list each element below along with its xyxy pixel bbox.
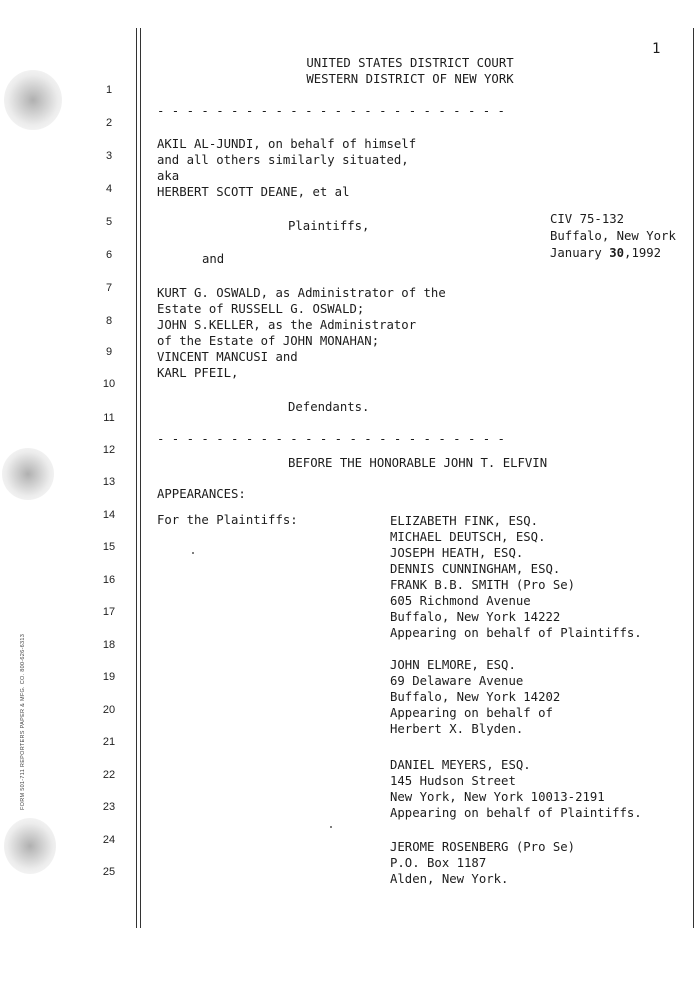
counsel-line: Appearing on behalf of Plaintiffs. (390, 626, 642, 640)
line-number: 3 (105, 150, 113, 162)
counsel-line: ELIZABETH FINK, ESQ. (390, 514, 539, 528)
counsel-line: MICHAEL DEUTSCH, ESQ. (390, 530, 546, 544)
scan-dot (330, 826, 332, 828)
counsel-line: New York, New York 10013-2191 (390, 790, 605, 804)
page-number: 1 (652, 41, 661, 57)
counsel-line: Buffalo, New York 14222 (390, 610, 561, 624)
line-number: 1 (105, 84, 113, 96)
case-date-suffix: ,1992 (624, 246, 662, 260)
plaintiffs-label: Plaintiffs, (288, 219, 370, 233)
counsel-line: Herbert X. Blyden. (390, 722, 524, 736)
counsel-line: Appearing on behalf of Plaintiffs. (390, 806, 642, 820)
case-location: Buffalo, New York (550, 229, 676, 243)
counsel-line: P.O. Box 1187 (390, 856, 487, 870)
case-date-day: 30 (609, 246, 625, 260)
counsel-line: JEROME ROSENBERG (Pro Se) (390, 840, 576, 854)
line-number: 14 (102, 509, 116, 521)
appearances-label: APPEARANCES: (157, 487, 246, 501)
line-number: 17 (102, 606, 116, 618)
and-text: and (202, 252, 225, 266)
plaintiff-line: HERBERT SCOTT DEANE, et al (157, 185, 350, 199)
left-margin-rule-2 (140, 28, 141, 928)
case-date (550, 246, 661, 261)
defendant-line: KURT G. OSWALD, as Administrator of the (157, 286, 446, 300)
line-number: 12 (102, 444, 116, 456)
line-number: 24 (102, 834, 116, 846)
defendant-line: Estate of RUSSELL G. OSWALD; (157, 302, 365, 316)
counsel-line: 145 Hudson Street (390, 774, 516, 788)
plaintiff-line: aka (157, 169, 180, 183)
counsel-line: 605 Richmond Avenue (390, 594, 531, 608)
line-number: 9 (105, 346, 113, 358)
defendants-label: Defendants. (288, 400, 370, 414)
line-number: 19 (102, 671, 116, 683)
line-number: 11 (103, 412, 115, 424)
scan-dot (192, 552, 194, 554)
case-date-prefix: January (550, 246, 610, 260)
defendant-line: VINCENT MANCUSI and (157, 350, 298, 364)
line-number: 20 (102, 704, 116, 716)
defendant-line: KARL PFEIL, (157, 366, 239, 380)
counsel-line: DANIEL MEYERS, ESQ. (390, 758, 531, 772)
counsel-line: DENNIS CUNNINGHAM, ESQ. (390, 562, 561, 576)
line-number: 6 (105, 249, 113, 261)
line-number: 4 (105, 183, 113, 195)
line-number: 2 (105, 117, 113, 129)
counsel-line: JOHN ELMORE, ESQ. (390, 658, 516, 672)
line-number: 23 (102, 801, 116, 813)
right-margin-rule (693, 28, 694, 928)
scan-smudge (4, 818, 56, 874)
counsel-line: Buffalo, New York 14202 (390, 690, 561, 704)
counsel-line: JOSEPH HEATH, ESQ. (390, 546, 524, 560)
scan-smudge (4, 70, 62, 130)
line-number: 8 (105, 315, 113, 327)
line-number: 10 (102, 378, 116, 390)
counsel-line: Appearing on behalf of (390, 706, 553, 720)
line-number: 7 (105, 282, 113, 294)
line-number: 25 (102, 866, 116, 878)
counsel-line: Alden, New York. (390, 872, 509, 886)
court-name: UNITED STATES DISTRICT COURT (306, 56, 514, 70)
line-number: 18 (102, 639, 116, 651)
court-district: WESTERN DISTRICT OF NEW YORK (306, 72, 514, 86)
left-margin-rule (136, 28, 137, 928)
line-number: 15 (102, 541, 116, 553)
before-judge: BEFORE THE HONORABLE JOHN T. ELFVIN (288, 456, 548, 470)
counsel-line: 69 Delaware Avenue (390, 674, 524, 688)
plaintiff-line: AKIL AL-JUNDI, on behalf of himself (157, 137, 417, 151)
for-plaintiffs-label: For the Plaintiffs: (157, 513, 298, 527)
form-footer: FORM 501-711 REPORTERS PAPER & MFG. CO. 800-626-6313 (20, 633, 26, 810)
scan-smudge (2, 448, 54, 500)
separator-bottom: - - - - - - - - - - - - - - - - - - - - - - - - (157, 432, 505, 446)
line-number: 21 (102, 736, 116, 748)
separator-top: - - - - - - - - - - - - - - - - - - - - - - - - (157, 104, 505, 118)
counsel-line: FRANK B.B. SMITH (Pro Se) (390, 578, 576, 592)
line-number: 16 (102, 574, 116, 586)
line-number: 22 (102, 769, 116, 781)
line-number: 5 (105, 216, 113, 228)
defendant-line: of the Estate of JOHN MONAHAN; (157, 334, 380, 348)
line-number: 13 (102, 476, 116, 488)
defendant-line: JOHN S.KELLER, as the Administrator (157, 318, 417, 332)
case-number: CIV 75-132 (550, 212, 625, 226)
plaintiff-line: and all others similarly situated, (157, 153, 409, 167)
